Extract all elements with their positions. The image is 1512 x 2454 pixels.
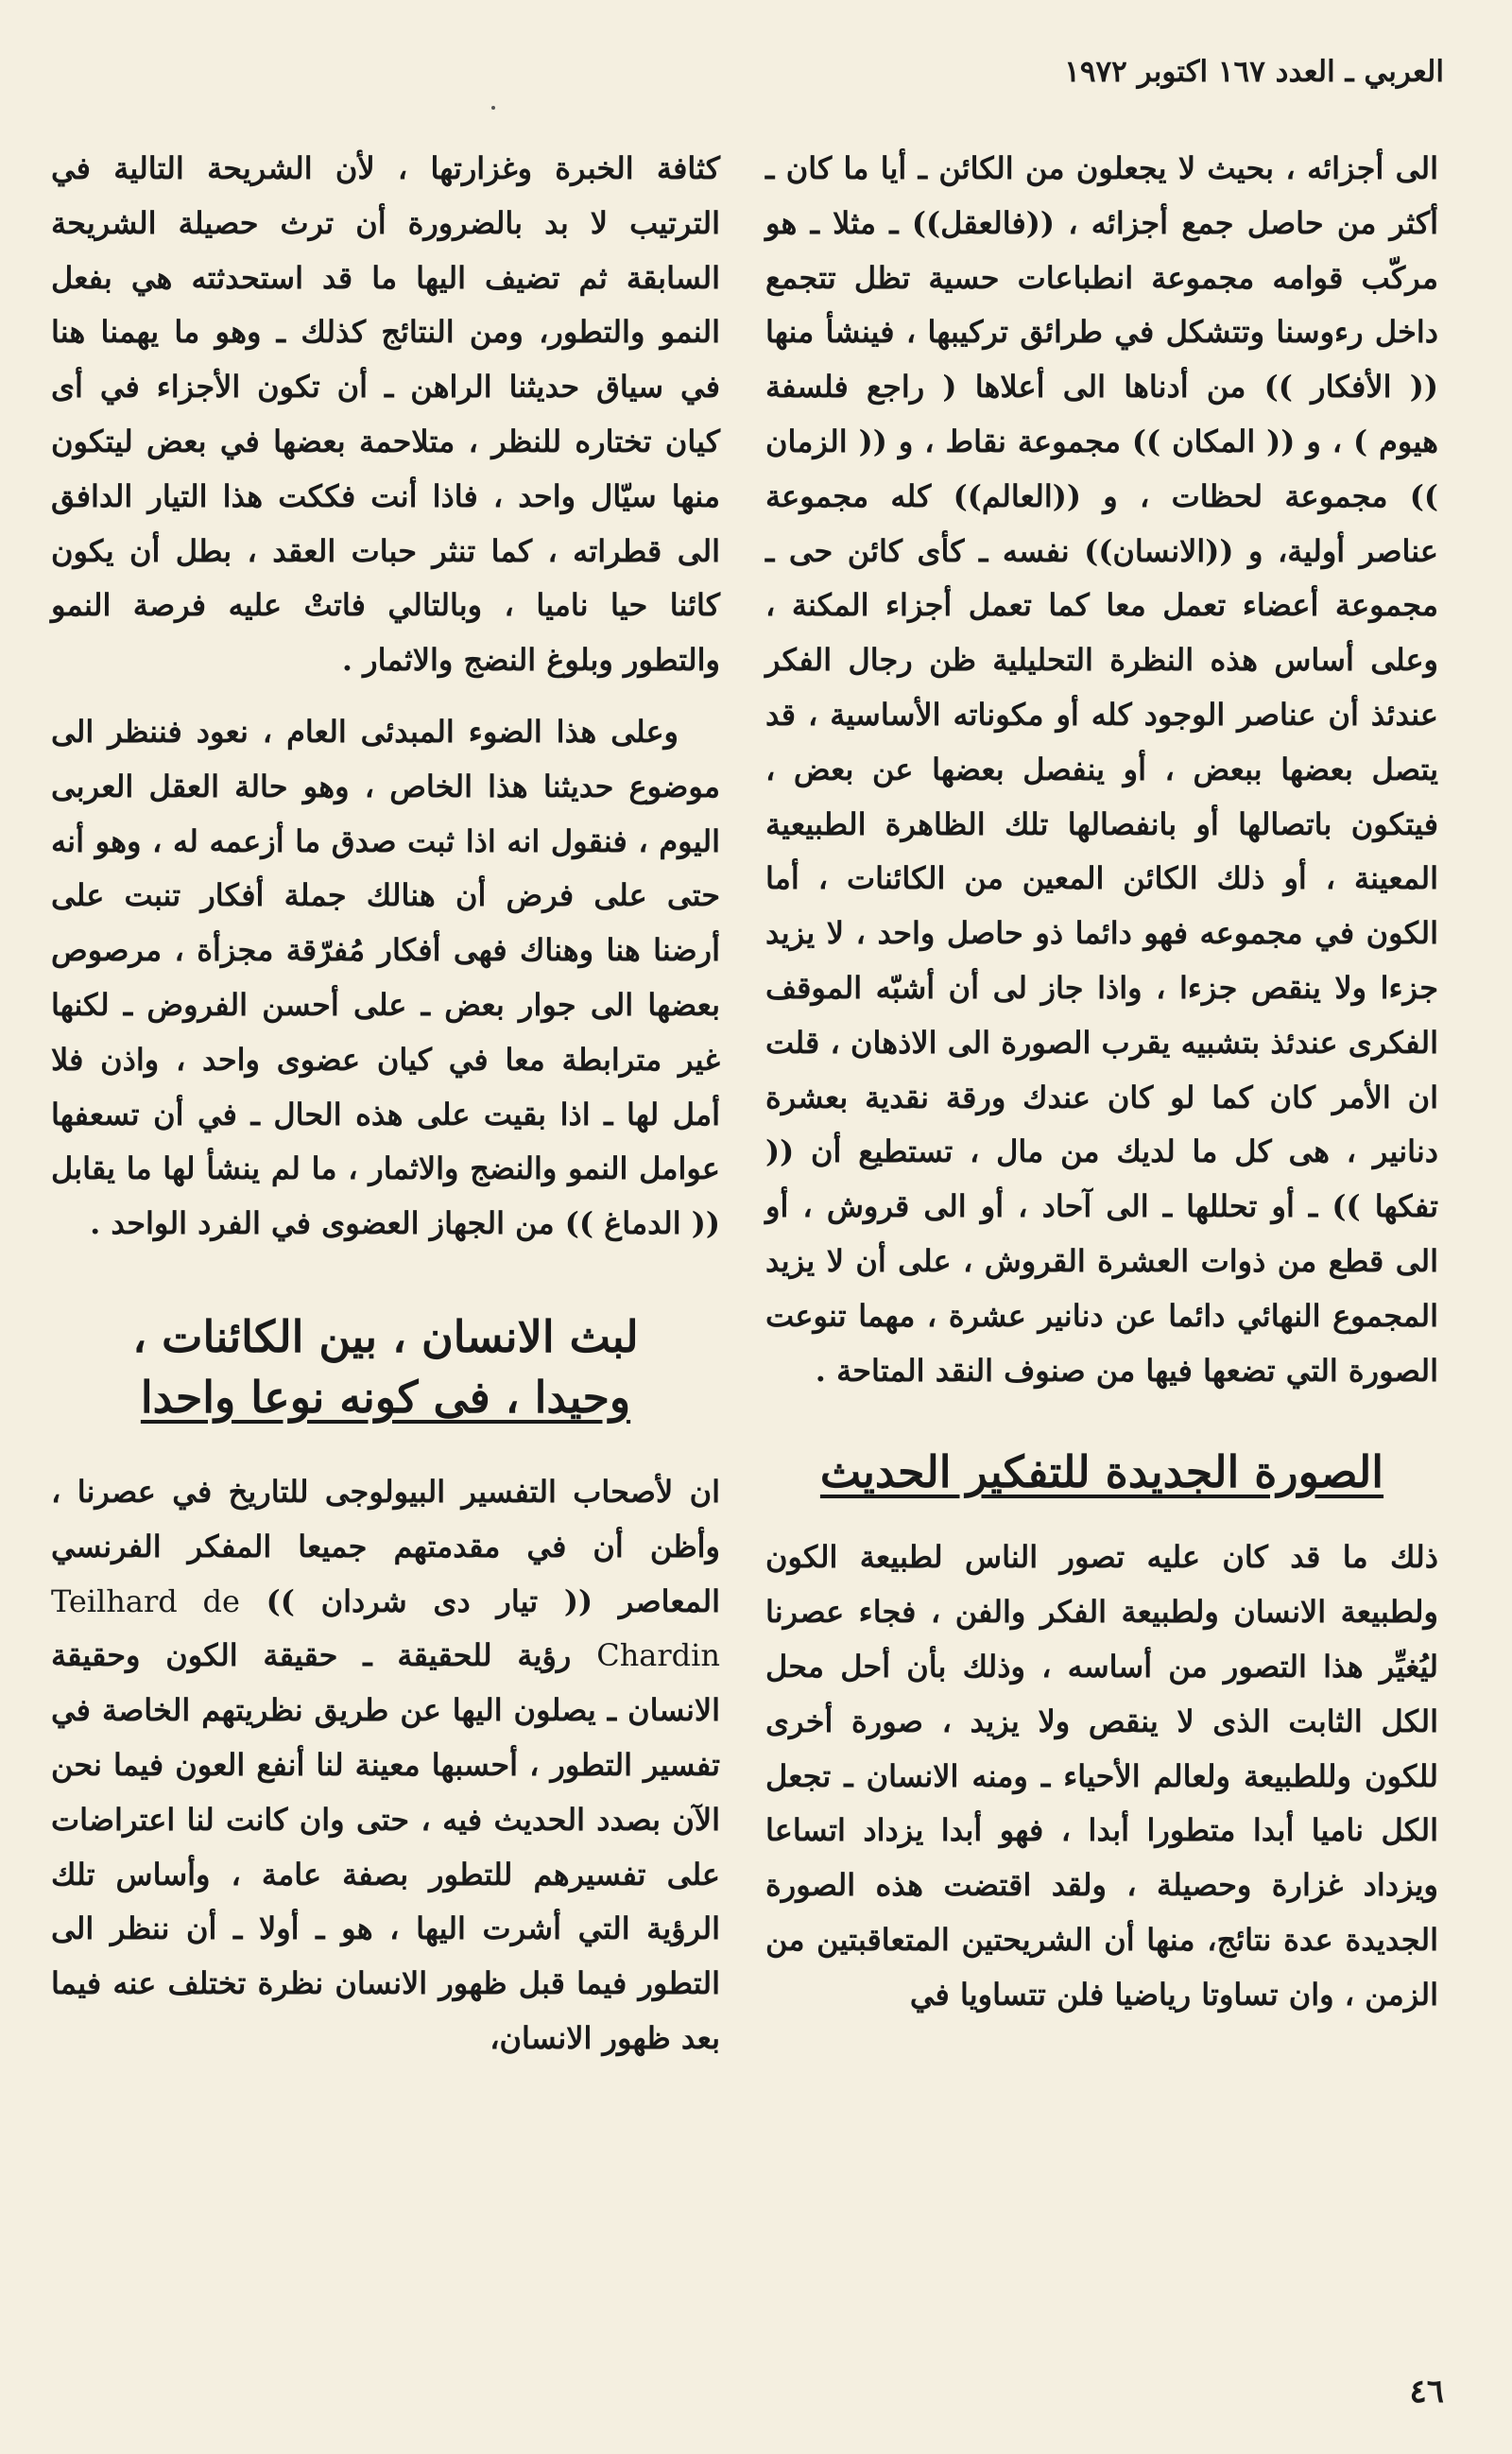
latin-name: Teilhard de Chardin (51, 1582, 720, 1674)
right-paragraph-2: ذلك ما قد كان عليه تصور الناس لطبيعة الكون ولطبيعة الانسان ولطبيعة الفكر والفن ، فجاء عصرنا ليُغيِّر هذا التصور من أساسه ، وذلك بأن أحل محل الكل الثابت الذى لا ينقص ولا يزيد ، صورة أخرى للكون وللطبيعة ولعالم الأحياء ـ ومنه الانسان ـ تجعل الكل ناميا أبدا متطورا أبدا ، فهو أبدا يزداد اتساعا ويزداد غزارة وحصيلة ، ولقد اقتضت هذه الصورة الجديدة عدة نتائج، منها أن الشريحتين المتعاقبتين من الزمن ، وان تساوتا رياضيا فلن تتساويا في (765, 1539, 1439, 2013)
right-column (765, 142, 1438, 2023)
section-heading-line-2: وحيدا ، فى كونه نوعا واحدا (140, 1371, 631, 1423)
section-heading-right (765, 1442, 1438, 1502)
left-paragraph-3-part-2: رؤية للحقيقة ـ حقيقة الكون وحقيقة الانسان ـ يصلون اليها عن طريق نظريتهم الخاصة في تفسير التطور ، أحسبها معينة لنا أنفع العون فيما نحن الآن بصدد الحديث فيه ، حتى وان كانت لنا اعتراضات على تفسيرهم للتطور بصفة عامة ، وأساس تلك الرؤية التي أشرت اليها ، هو ـ أولا ـ أن ننظر الى التطور فيما قبل ظهور الانسان نظرة تختلف عنه فيما بعد ظهور الانسان، (51, 1637, 720, 2056)
left-column (51, 142, 720, 2066)
left-paragraph-3-part-1: ان لأصحاب التفسير البيولوجى للتاريخ في عصرنا ، وأظن أن في مقدمتهم جميعا المفكر الفرنسي المعاصر (( تيار دى شردان )) (51, 1473, 720, 1619)
left-paragraph-3 (51, 1465, 720, 2066)
right-paragraph-1: الى أجزائه ، بحيث لا يجعلون من الكائن ـ أيا ما كان ـ أكثر من حاصل جمع أجزائه ، ((فالعقل)) ـ مثلا ـ هو مركّب قوامه مجموعة انطباعات حسية تظل تتجمع داخل رءوسنا وتتشكل في طرائق تركيبها ، فينشأ منها (( الأفكار )) من أدناها الى أعلاها ( راجع فلسفة هيوم ) ، و (( المكان )) مجموعة نقاط ، و (( الزمان )) مجموعة لحظات ، و ((العالم)) كله مجموعة عناصر أولية، و ((الانسان)) نفسه ـ كأى كائن حى ـ مجموعة أعضاء تعمل معا كما تعمل أجزاء المكنة ، وعلى أساس هذه النظرة التحليلية ظن رجال الفكر عندئذ أن عناصر الوجود كله أو مكوناته الأساسية ، قد يتصل بعضها ببعض ، أو ينفصل بعضها عن بعض ، فيتكون باتصالها أو بانفصالها تلك الظاهرة الطبيعية المعينة ، أو ذلك الكائن المعين من الكائنات ، أما الكون في مجموعه فهو دائما ذو حاصل واحد ، لا يزيد جزءا ولا ينقص جزءا ، واذا جاز لى أن أشبّه الموقف الفكرى عندئذ بتشبيه يقرب الصورة الى الاذهان ، قلت ان الأمر كان كما لو كان عندك ورقة نقدية بعشرة دنانير ، هى كل ما لديك من مال ، تستطيع أن (( تفكها )) ـ أو تحللها ـ الى آحاد ، أو الى قروش ، أو الى قطع من ذوات العشرة القروش ، على أن لا يزيد المجموع النهائي دائما عن دنانير عشرة ، مهما تنوعت الصورة التي تضعها فيها من صنوف النقد المتاحة . (765, 150, 1439, 1389)
left-paragraph-2: وعلى هذا الضوء المبدئى العام ، نعود فننظر الى موضوع حديثنا هذا الخاص ، وهو حالة العقل العربى اليوم ، فنقول انه اذا ثبت صدق ما أزعمه له ، وهو أنه حتى على فرض أن هنالك جملة أفكار تنبت على أرضنا هنا وهناك فهى أفكار مُفرّقة مجزأة ، مرصوص بعضها الى جوار بعض ـ على أحسن الفروض ـ لكنها غير مترابطة معا في كيان عضوى واحد ، واذن فلا أمل لها ـ اذا بقيت على هذه الحال ـ في أن تسعفها عوامل النمو والنضج والاثمار ، ما لم ينشأ لها ما يقابل (( الدماغ )) من الجهاز العضوى في الفرد الواحد . (51, 713, 721, 1242)
running-head: العربي ـ العدد ١٦٧ اكتوبر ١٩٧٢ (1064, 55, 1444, 89)
section-heading-text: الصورة الجديدة للتفكير الحديث (819, 1446, 1384, 1498)
page-number: ٤٦ (1409, 2373, 1444, 2411)
left-paragraph-1: كثافة الخبرة وغزارتها ، لأن الشريحة التالية في الترتيب لا بد بالضرورة أن ترث حصيلة الشريحة السابقة ثم تضيف اليها ما قد استحدثته هي بفعل النمو والتطور، ومن النتائج كذلك ـ وهو ما يهمنا هنا في سياق حديثنا الراهن ـ أن تكون الأجزاء في أى كيان تختاره للنظر ، متلاحمة بعضها في بعض ليتكون منها سيّال واحد ، فاذا أنت فككت هذا التيار الدافق الى قطراته ، كما تنثر حبات العقد ، بطل أن يكون كائنا حيا ناميا ، وبالتالي فاتتْ عليه فرصة النمو والتطور وبلوغ النضج والاثمار . (51, 150, 721, 679)
section-heading-line-1: لبث الانسان ، بين الكائنات ، (132, 1310, 639, 1362)
section-heading-left (51, 1306, 720, 1427)
print-speck (491, 106, 495, 110)
